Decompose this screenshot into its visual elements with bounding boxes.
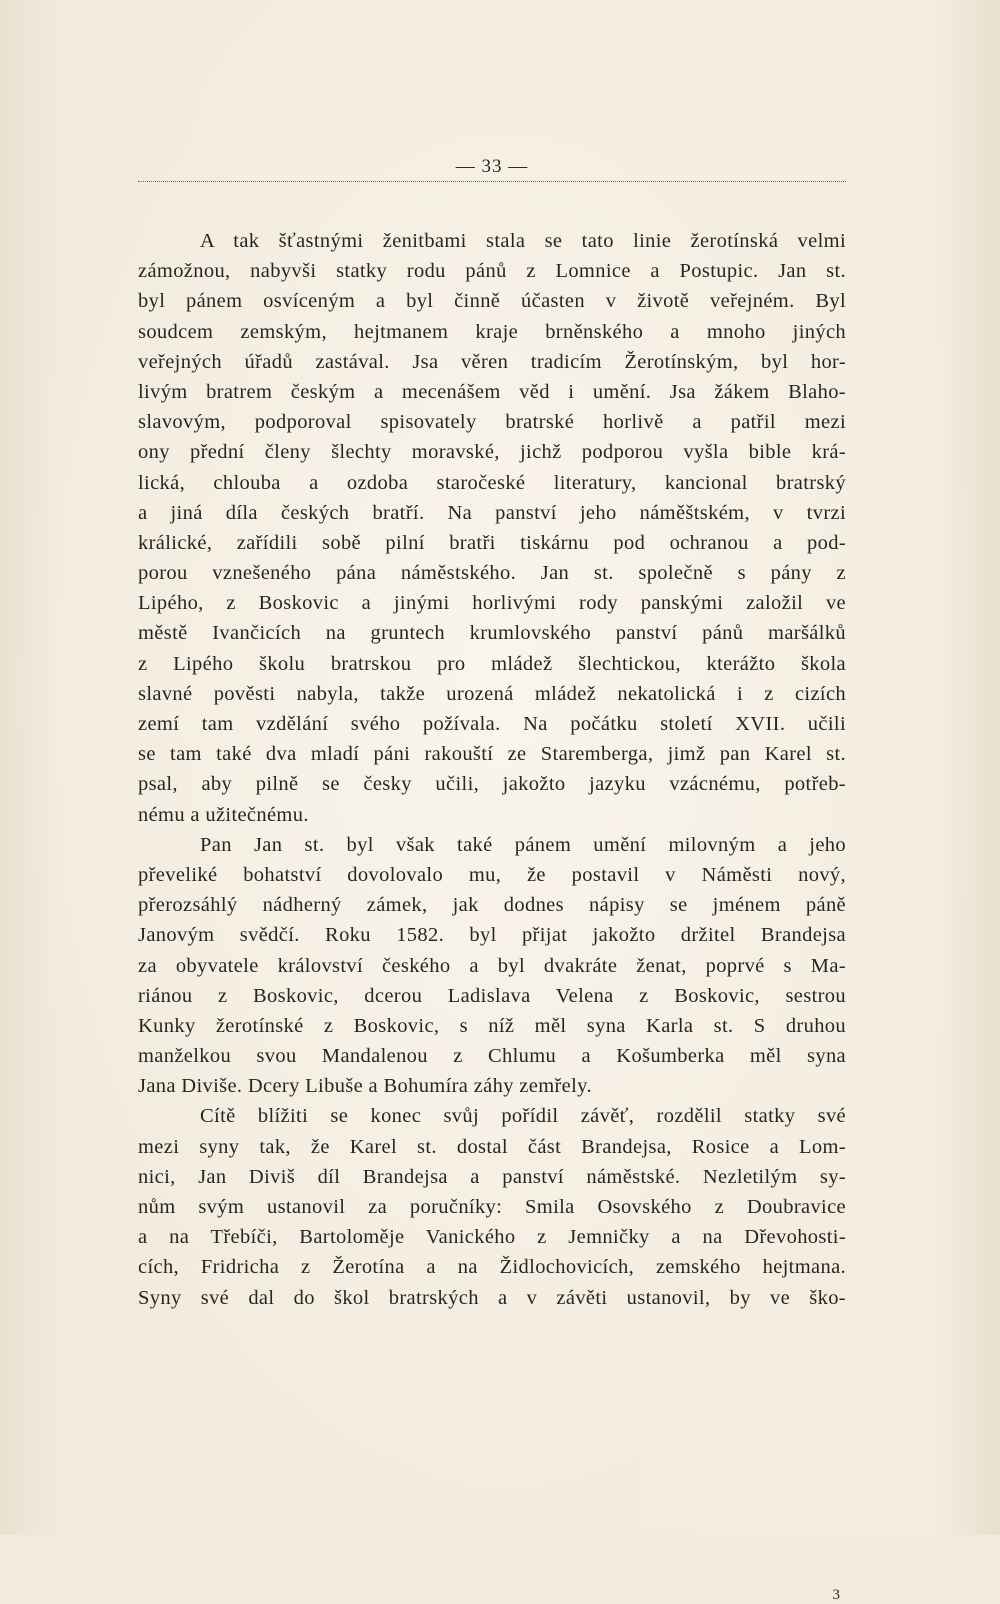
text-line: Lipého, z Boskovic a jinými horlivými rody panskými založil ve: [138, 592, 846, 615]
page-header: [138, 150, 846, 190]
text-line: Cítě blížiti se konec svůj pořídil závěť, rozdělil statky své: [200, 1105, 846, 1128]
paragraph: [138, 830, 846, 1102]
text-line: ony přední členy šlechty moravské, jichž podporou vyšla bible krá-: [138, 441, 846, 464]
text-line: Syny své dal do škol bratrských a v závěti ustanovil, by ve ško-: [138, 1286, 846, 1309]
paragraph: [138, 226, 846, 830]
text-line: manželkou svou Mandalenou z Chlumu a Košumberka měl syna: [138, 1045, 846, 1068]
text-line: se tam také dva mladí páni rakouští ze Staremberga, jimž pan Karel st.: [138, 743, 846, 766]
text-line: soudcem zemským, hejtmanem kraje brněnského a mnoho jiných: [138, 320, 846, 343]
body-text: [138, 226, 846, 1313]
text-line: psal, aby pilně se česky učili, jakožto jazyku vzácnému, potřeb-: [138, 773, 846, 796]
text-line: lická, chlouba a ozdoba staročeské literatury, kancional bratrský: [138, 471, 846, 494]
text-line: veřejných úřadů zastával. Jsa věren tradicím Žerotínským, byl hor-: [138, 350, 846, 373]
text-line: byl pánem osvíceným a byl činně účasten v životě veřejném. Byl: [138, 290, 846, 313]
text-line: nům svým ustanovil za poručníky: Smila Osovského z Doubravice: [138, 1196, 846, 1218]
text-line: livým bratrem českým a mecenášem věd i umění. Jsa žákem Blaho-: [138, 380, 846, 403]
text-line: porou vznešeného pána náměstského. Jan st. společně s pány z: [138, 562, 846, 585]
text-line: nici, Jan Diviš díl Brandejsa a panství náměstské. Nezletilým sy-: [138, 1165, 846, 1188]
text-line: městě Ivančicích na gruntech krumlovského panství pánů maršálků: [138, 622, 846, 645]
text-line: cích, Fridricha z Žerotína a na Židlochovicích, zemského hejtmana.: [138, 1256, 846, 1279]
text-line: za obyvatele království českého a byl dvakráte ženat, poprvé s Ma-: [138, 954, 846, 977]
text-line: a na Třebíči, Bartoloměje Vanického z Jemničky a na Dřevohosti-: [138, 1226, 846, 1249]
text-line: nému a užitečnému.: [138, 803, 309, 826]
text-line: riánou z Boskovic, dcerou Ladislava Velena z Boskovic, sestrou: [138, 984, 846, 1007]
paragraph: [138, 1101, 846, 1312]
page-number: — 33 —: [455, 156, 529, 177]
text-line: přerozsáhlý nádherný zámek, jak dodnes nápisy se jménem páně: [138, 894, 846, 917]
text-line: z Lipého školu bratrskou pro mládež šlechtickou, kterážto škola: [138, 652, 846, 675]
text-line: Janovým svědčí. Roku 1582. byl přijat jakožto držitel Brandejsa: [138, 924, 846, 947]
text-line: Jana Diviše. Dcery Libuše a Bohumíra záhy zemřely.: [138, 1075, 592, 1098]
text-line: Kunky žerotínské z Boskovic, s níž měl syna Karla st. S druhou: [138, 1014, 846, 1037]
text-line: zemí tam vzdělání svého požívala. Na počátku století XVII. učili: [138, 713, 846, 735]
text-line: převeliké bohatství dovolovalo mu, že postavil v Náměsti nový,: [138, 863, 846, 886]
text-line: slavné pověsti nabyla, takže urozená mládež nekatolická i z cizích: [138, 682, 846, 705]
text-line: slavovým, podporoval spisovately bratrské horlivě a patřil mezi: [138, 411, 846, 434]
text-line: králické, zařídili sobě pilní bratři tiskárnu pod ochranou a pod-: [138, 531, 846, 554]
text-line: zámožnou, nabyvši statky rodu pánů z Lomnice a Postupic. Jan st.: [138, 260, 846, 283]
text-line: Pan Jan st. byl však také pánem umění milovným a jeho: [200, 833, 846, 856]
header-dotted-rule: [138, 181, 846, 182]
text-line: a jiná díla českých bratří. Na panství jeho náměštském, v tvrzi: [138, 501, 846, 524]
printer-signature-mark: 3: [832, 1587, 840, 1603]
text-line: A tak šťastnými ženitbami stala se tato linie žerotínská velmi: [200, 230, 846, 252]
text-line: mezi syny tak, že Karel st. dostal část Brandejsa, Rosice a Lom-: [138, 1135, 846, 1158]
